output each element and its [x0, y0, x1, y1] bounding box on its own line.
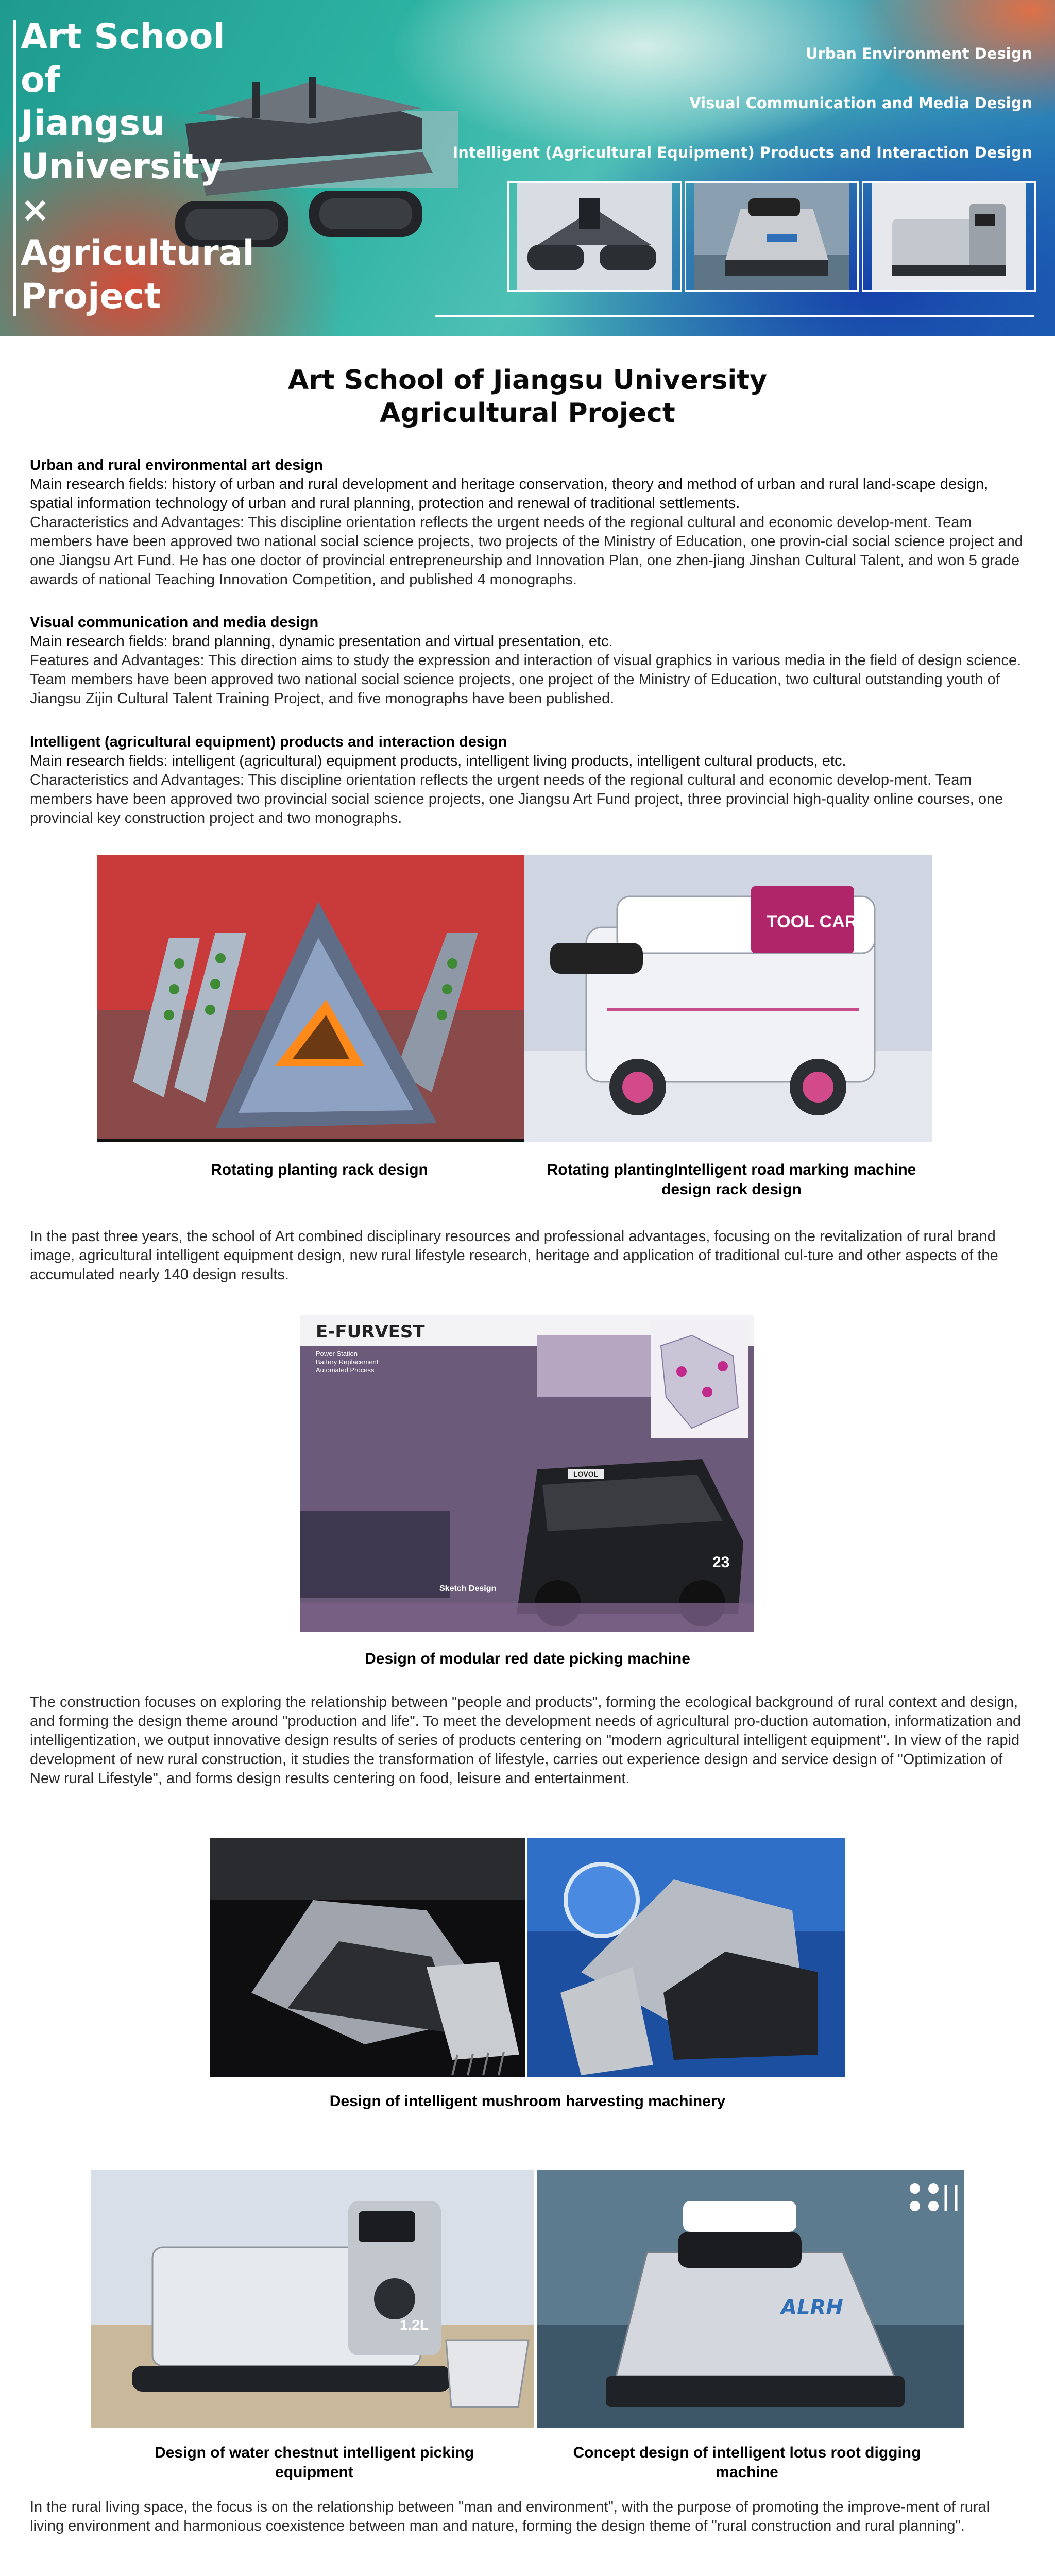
- section-fields: Main research fields: intelligent (agricultural) equipment products, intelligent living products, intelligent cultural products, etc.: [30, 753, 846, 769]
- banner-tag-urban: Urban Environment Design: [806, 45, 1032, 62]
- hero-banner: [0, 0, 1055, 336]
- paragraph-design-results: In the past three years, the school of Art combined disciplinary resources and professional advantages, focusing on the revitalization of rural brand image, agricultural intelligent equipment design, new rural lifestyle research, heritage and application of traditional cul-ture and other aspects of the accumulated nearly 140 design results.: [30, 1228, 998, 1283]
- page-title-line2: Agricultural Project: [380, 398, 675, 429]
- figure-chestnut-and-lotus: [91, 2170, 964, 2428]
- figure-mushroom-harvester-image: [210, 1838, 845, 2077]
- section-title: Urban and rural environmental art design: [30, 457, 323, 473]
- banner-title-line: of: [21, 60, 60, 100]
- caption-lotus-root: Concept design of intelligent lotus root digging machine: [573, 2444, 921, 2481]
- caption-road-marking-machine: Rotating plantingIntelligent road marking machine design rack design: [547, 1161, 916, 1198]
- banner-title-line: Art School: [21, 16, 225, 57]
- banner-discipline-list: [452, 43, 1032, 192]
- page-title: [0, 364, 1055, 430]
- caption-water-chestnut: Design of water chestnut intelligent picking equipment: [154, 2444, 474, 2481]
- section-title: Intelligent (agricultural equipment) products and interaction design: [30, 734, 507, 750]
- section-body: Characteristics and Advantages: This discipline orientation reflects the urgent needs of the regional cultural and economic develop-ment. Team members have been approved two national social science projects, two projects of the Ministry of Education, one provin-cial social science project and one Jiangsu Art Fund. He has one doctor of provincial entrepreneurship and Innovation Plan, one zhen-jiang Jinshan Cultural Talent, and won 5 grade awards of national Teaching Innovation Competition, and published 4 monographs.: [30, 514, 1023, 588]
- section-body: Features and Advantages: This direction aims to study the expression and interaction of visual graphics in various media in the field of design science. Team members have been approved two national social science projects, one project of the Ministry of Education, two cultural outstanding youth of Jiangsu Zijin Cultural Talent Training Project, and five monographs have been published.: [30, 652, 1022, 707]
- banner-title-line: Agricultural: [21, 233, 254, 274]
- paragraph-man-and-environment: In the rural living space, the focus is on the relationship between "man and environment", with the purpose of promoting the improve-ment of rural living environment and harmonious coexistence between man and nature, forming the design theme of "rural construction and rural planning".: [30, 2499, 990, 2534]
- banner-photo-strip: [507, 181, 1036, 292]
- truck-label: TOOL CAR: [767, 912, 858, 931]
- banner-title-line: University: [21, 146, 223, 187]
- banner-tag-intelligent: Intelligent (Agricultural Equipment) Products and Interaction Design: [452, 144, 1032, 161]
- paragraph-people-and-products: The construction focuses on exploring the relationship between "people and products", forming the ecological background of rural context and design, and forming the design theme around "production and life". To meet the development needs of agricultural pro-duction automation, informatization and intelligentization, we output innovative design results of series of products centering on "modern agricultural intelligent equipment". In view of the rapid development of new rural construction, it studies the transformation of lifestyle, carries out experience design and service design of "Optimization of New rural Lifestyle", and forms design results centering on food, leisure and entertainment.: [30, 1694, 1021, 1787]
- banner-rule: [13, 20, 16, 316]
- figure-chestnut-and-lotus-image: [91, 2170, 964, 2428]
- figure-mushroom-harvester: [210, 1838, 845, 2077]
- figure-red-date-picker: [300, 1315, 754, 1632]
- section-body: Characteristics and Advantages: This discipline orientation reflects the urgent needs of the regional cultural and economic develop-ment. Team members have been approved two provincial social science projects, one Jiangsu Art Fund project, three provincial high-quality online courses, one provincial key construction project and two monographs.: [30, 772, 1003, 826]
- machine-badge: LOVOL: [573, 1470, 599, 1478]
- banner-title: [21, 15, 254, 318]
- section-visual-communication: [30, 613, 1024, 708]
- figure-rack-and-truck-image: [97, 855, 932, 1142]
- banner-divider: [435, 315, 1034, 317]
- section-fields: Main research fields: brand planning, dynamic presentation and virtual presentation, etc.: [30, 633, 613, 650]
- figure-red-date-picker-image: [300, 1315, 754, 1632]
- banner-title-line: Project: [21, 276, 161, 317]
- lotus-brand: ALRH: [781, 2296, 843, 2319]
- banner-tag-visual: Visual Communication and Media Design: [689, 94, 1032, 112]
- banner-title-line: ×: [21, 190, 50, 230]
- poster-title: E-FURVEST: [316, 1321, 425, 1342]
- poster-line: Battery Replacement: [316, 1358, 379, 1366]
- caption-rotating-rack: Rotating planting rack design: [211, 1161, 428, 1178]
- section-urban-rural: [30, 456, 1024, 589]
- banner-photo-chestnut-machine: [862, 181, 1036, 292]
- sketch-label: Sketch Design: [439, 1584, 497, 1593]
- poster-line: Automated Process: [316, 1366, 375, 1374]
- caption-mushroom-harvester: Design of intelligent mushroom harvesting machinery: [329, 2093, 726, 2110]
- section-title: Visual communication and media design: [30, 614, 319, 631]
- machine-number: 23: [712, 1554, 730, 1571]
- section-fields: Main research fields: history of urban and rural development and heritage conservation, theory and method of urban and rural land-scape design, spatial information technology of urban and rural planning, protection and renewal of traditional settlements.: [30, 476, 989, 512]
- caption-red-date-picker: Design of modular red date picking machine: [365, 1650, 690, 1667]
- banner-title-line: Jiangsu: [21, 103, 165, 144]
- page-title-line1: Art School of Jiangsu University: [288, 365, 767, 396]
- banner-photo-crawler: [507, 181, 682, 292]
- chestnut-readout: 1.2L: [400, 2317, 429, 2333]
- banner-photo-lotus-machine: [685, 181, 859, 292]
- section-intelligent-products: [30, 733, 1024, 828]
- figure-rack-and-truck: [97, 855, 932, 1142]
- poster-line: Power Station: [316, 1350, 358, 1358]
